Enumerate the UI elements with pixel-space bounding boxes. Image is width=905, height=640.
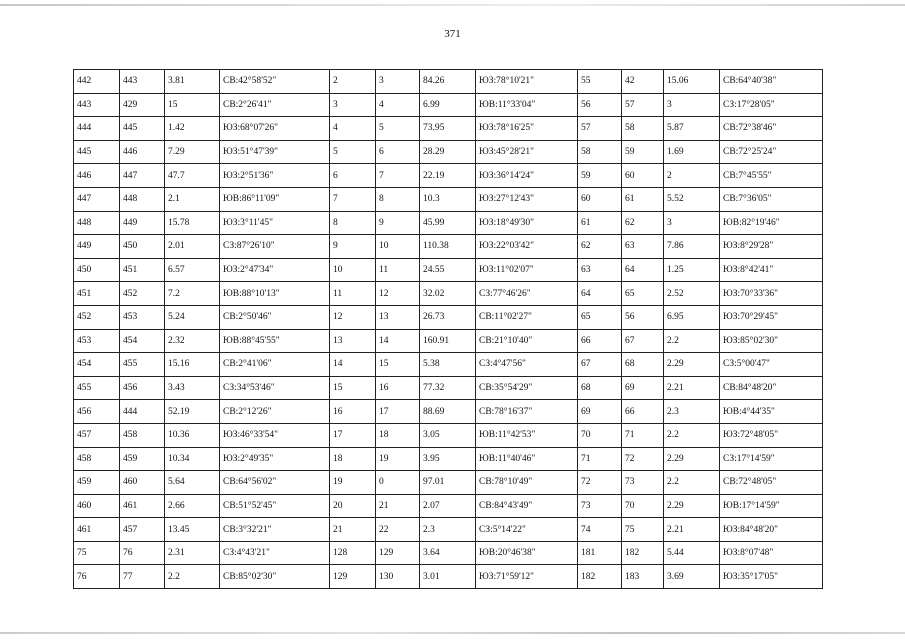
cell-group1-distance: 2.1: [165, 187, 220, 211]
cell-group3-bearing: ЮЗ:8°07'48": [720, 541, 823, 565]
cell-group1-to-point: 448: [120, 187, 165, 211]
cell-group3-bearing: СВ:72°48'05": [720, 471, 823, 495]
cell-group1-to-point: 444: [120, 400, 165, 424]
cell-group2-distance: 110.38: [420, 235, 476, 259]
cell-group1-bearing: ЮЗ:2°49'35": [220, 447, 330, 471]
table-row: [74, 447, 823, 471]
cell-group3-bearing: ЮЗ:84°48'20": [720, 518, 823, 542]
cell-group3-to-point: 72: [622, 447, 664, 471]
cell-group2-to-point: 16: [376, 376, 420, 400]
cell-group3-bearing: ЮЗ:72°48'05": [720, 423, 823, 447]
cell-group1-distance: 2.66: [165, 494, 220, 518]
cell-group3-distance: 2.2: [664, 423, 720, 447]
scan-edge-bottom: [0, 632, 905, 634]
cell-group1-to-point: 453: [120, 305, 165, 329]
cell-group3-distance: 3.69: [664, 565, 720, 589]
cell-group3-distance: 5.44: [664, 541, 720, 565]
cell-group1-to-point: 455: [120, 353, 165, 377]
cell-group1-bearing: СВ:2°41'06": [220, 353, 330, 377]
table-row: [74, 140, 823, 164]
cell-group2-distance: 10.3: [420, 187, 476, 211]
cell-group1-distance: 1.42: [165, 117, 220, 141]
cell-group1-from-point: 452: [74, 305, 120, 329]
cell-group2-bearing: ЮВ:11°33'04": [476, 93, 578, 117]
table-row: [74, 93, 823, 117]
cell-group2-bearing: СВ:11°02'27": [476, 305, 578, 329]
cell-group2-distance: 3.05: [420, 423, 476, 447]
cell-group1-distance: 10.36: [165, 423, 220, 447]
cell-group3-distance: 2.29: [664, 447, 720, 471]
table-row: [74, 258, 823, 282]
page-number: 371: [444, 28, 461, 40]
cell-group2-from-point: 14: [330, 353, 376, 377]
cell-group2-bearing: ЮЗ:27°12'43": [476, 187, 578, 211]
cell-group2-distance: 45.99: [420, 211, 476, 235]
cell-group2-from-point: 7: [330, 187, 376, 211]
cell-group3-bearing: ЮВ:17°14'59": [720, 494, 823, 518]
cell-group1-to-point: 450: [120, 235, 165, 259]
cell-group2-distance: 97.01: [420, 471, 476, 495]
cell-group1-bearing: СВ:2°12'26": [220, 400, 330, 424]
cell-group2-to-point: 0: [376, 471, 420, 495]
cell-group2-distance: 160.91: [420, 329, 476, 353]
cell-group3-bearing: СВ:7°45'55": [720, 164, 823, 188]
cell-group1-to-point: 451: [120, 258, 165, 282]
cell-group2-from-point: 4: [330, 117, 376, 141]
cell-group1-from-point: 442: [74, 70, 120, 94]
cell-group1-distance: 7.2: [165, 282, 220, 306]
cell-group1-from-point: 454: [74, 353, 120, 377]
cell-group3-bearing: ЮВ:4°44'35": [720, 400, 823, 424]
cell-group2-distance: 5.38: [420, 353, 476, 377]
cell-group3-distance: 5.87: [664, 117, 720, 141]
cell-group2-from-point: 8: [330, 211, 376, 235]
cell-group2-to-point: 7: [376, 164, 420, 188]
cell-group3-to-point: 62: [622, 211, 664, 235]
cell-group2-distance: 2.3: [420, 518, 476, 542]
cell-group1-distance: 7.29: [165, 140, 220, 164]
cell-group1-distance: 2.32: [165, 329, 220, 353]
cell-group1-to-point: 447: [120, 164, 165, 188]
cell-group1-from-point: 76: [74, 565, 120, 589]
cell-group1-distance: 5.64: [165, 471, 220, 495]
cell-group3-distance: 2.21: [664, 376, 720, 400]
cell-group1-to-point: 460: [120, 471, 165, 495]
cell-group3-to-point: 182: [622, 541, 664, 565]
cell-group1-to-point: 459: [120, 447, 165, 471]
cell-group3-bearing: СЗ:17°28'05": [720, 93, 823, 117]
cell-group3-to-point: 42: [622, 70, 664, 94]
cell-group1-distance: 10.34: [165, 447, 220, 471]
table-row: [74, 423, 823, 447]
cell-group2-distance: 3.64: [420, 541, 476, 565]
cell-group3-from-point: 57: [578, 117, 622, 141]
cell-group1-from-point: 461: [74, 518, 120, 542]
cell-group2-from-point: 20: [330, 494, 376, 518]
cell-group2-distance: 2.07: [420, 494, 476, 518]
cell-group1-distance: 5.24: [165, 305, 220, 329]
coordinates-table-body: [74, 70, 823, 589]
cell-group2-from-point: 17: [330, 423, 376, 447]
cell-group3-bearing: СЗ:17°14'59": [720, 447, 823, 471]
cell-group1-from-point: 455: [74, 376, 120, 400]
cell-group1-distance: 47.7: [165, 164, 220, 188]
cell-group1-from-point: 445: [74, 140, 120, 164]
cell-group2-from-point: 10: [330, 258, 376, 282]
cell-group1-bearing: СВ:64°56'02": [220, 471, 330, 495]
cell-group2-to-point: 6: [376, 140, 420, 164]
cell-group1-to-point: 457: [120, 518, 165, 542]
table-row: [74, 541, 823, 565]
cell-group1-to-point: 452: [120, 282, 165, 306]
table-row: [74, 400, 823, 424]
cell-group1-bearing: ЮЗ:46°33'54": [220, 423, 330, 447]
cell-group2-bearing: ЮЗ:78°10'21": [476, 70, 578, 94]
cell-group3-from-point: 74: [578, 518, 622, 542]
cell-group2-distance: 3.01: [420, 565, 476, 589]
cell-group1-bearing: СВ:3°32'21": [220, 518, 330, 542]
cell-group3-to-point: 68: [622, 353, 664, 377]
cell-group3-distance: 2.52: [664, 282, 720, 306]
cell-group3-from-point: 61: [578, 211, 622, 235]
cell-group2-bearing: ЮЗ:18°49'30": [476, 211, 578, 235]
cell-group2-bearing: ЮЗ:36°14'24": [476, 164, 578, 188]
cell-group2-from-point: 12: [330, 305, 376, 329]
cell-group3-from-point: 63: [578, 258, 622, 282]
cell-group3-bearing: СВ:72°38'46": [720, 117, 823, 141]
cell-group2-from-point: 5: [330, 140, 376, 164]
cell-group3-to-point: 69: [622, 376, 664, 400]
cell-group1-to-point: 76: [120, 541, 165, 565]
cell-group3-bearing: ЮЗ:85°02'30": [720, 329, 823, 353]
cell-group1-distance: 3.81: [165, 70, 220, 94]
cell-group3-distance: 2.29: [664, 494, 720, 518]
cell-group2-to-point: 5: [376, 117, 420, 141]
cell-group3-to-point: 70: [622, 494, 664, 518]
cell-group2-from-point: 129: [330, 565, 376, 589]
cell-group3-to-point: 60: [622, 164, 664, 188]
table-row: [74, 235, 823, 259]
cell-group3-from-point: 64: [578, 282, 622, 306]
cell-group2-from-point: 16: [330, 400, 376, 424]
cell-group3-to-point: 67: [622, 329, 664, 353]
cell-group2-from-point: 19: [330, 471, 376, 495]
cell-group1-bearing: СЗ:87°26'10": [220, 235, 330, 259]
cell-group2-from-point: 21: [330, 518, 376, 542]
table-row: [74, 518, 823, 542]
cell-group1-distance: 13.45: [165, 518, 220, 542]
cell-group1-from-point: 459: [74, 471, 120, 495]
cell-group2-bearing: СЗ:5°14'22": [476, 518, 578, 542]
cell-group3-bearing: СВ:72°25'24": [720, 140, 823, 164]
cell-group3-distance: 7.86: [664, 235, 720, 259]
cell-group2-to-point: 21: [376, 494, 420, 518]
table-row: [74, 353, 823, 377]
cell-group1-bearing: ЮЗ:68°07'26": [220, 117, 330, 141]
cell-group2-distance: 77.32: [420, 376, 476, 400]
cell-group1-to-point: 77: [120, 565, 165, 589]
cell-group2-bearing: ЮЗ:45°28'21": [476, 140, 578, 164]
cell-group3-from-point: 56: [578, 93, 622, 117]
cell-group2-bearing: ЮЗ:11°02'07": [476, 258, 578, 282]
cell-group2-from-point: 15: [330, 376, 376, 400]
cell-group2-bearing: СВ:84°43'49": [476, 494, 578, 518]
cell-group3-to-point: 63: [622, 235, 664, 259]
cell-group1-bearing: ЮЗ:2°47'34": [220, 258, 330, 282]
cell-group1-bearing: ЮВ:88°45'55": [220, 329, 330, 353]
cell-group3-from-point: 66: [578, 329, 622, 353]
cell-group3-from-point: 69: [578, 400, 622, 424]
cell-group1-from-point: 443: [74, 93, 120, 117]
cell-group2-bearing: ЮЗ:22°03'42": [476, 235, 578, 259]
cell-group2-from-point: 18: [330, 447, 376, 471]
cell-group3-distance: 3: [664, 93, 720, 117]
cell-group1-bearing: ЮВ:88°10'13": [220, 282, 330, 306]
cell-group3-distance: 2.21: [664, 518, 720, 542]
cell-group3-to-point: 59: [622, 140, 664, 164]
cell-group1-distance: 15.78: [165, 211, 220, 235]
cell-group2-distance: 32.02: [420, 282, 476, 306]
cell-group1-from-point: 457: [74, 423, 120, 447]
cell-group1-from-point: 449: [74, 235, 120, 259]
cell-group2-from-point: 9: [330, 235, 376, 259]
table-row: [74, 282, 823, 306]
cell-group3-bearing: СВ:7°36'05": [720, 187, 823, 211]
cell-group1-from-point: 450: [74, 258, 120, 282]
cell-group2-to-point: 13: [376, 305, 420, 329]
cell-group3-distance: 2.2: [664, 329, 720, 353]
cell-group1-bearing: ЮВ:86°11'09": [220, 187, 330, 211]
cell-group1-from-point: 456: [74, 400, 120, 424]
cell-group3-bearing: СВ:84°48'20": [720, 376, 823, 400]
cell-group3-to-point: 73: [622, 471, 664, 495]
cell-group2-distance: 6.99: [420, 93, 476, 117]
cell-group1-bearing: СЗ:4°43'21": [220, 541, 330, 565]
cell-group3-to-point: 56: [622, 305, 664, 329]
cell-group2-bearing: ЮВ:20°46'38": [476, 541, 578, 565]
cell-group2-from-point: 3: [330, 93, 376, 117]
cell-group3-bearing: ЮЗ:8°29'28": [720, 235, 823, 259]
cell-group3-distance: 6.95: [664, 305, 720, 329]
cell-group3-from-point: 55: [578, 70, 622, 94]
cell-group1-bearing: ЮЗ:51°47'39": [220, 140, 330, 164]
cell-group3-to-point: 64: [622, 258, 664, 282]
cell-group2-bearing: ЮВ:11°40'46": [476, 447, 578, 471]
table-row: [74, 376, 823, 400]
cell-group3-from-point: 71: [578, 447, 622, 471]
cell-group1-bearing: СВ:2°26'41": [220, 93, 330, 117]
cell-group1-distance: 2.31: [165, 541, 220, 565]
cell-group2-from-point: 13: [330, 329, 376, 353]
cell-group3-to-point: 57: [622, 93, 664, 117]
table-row: [74, 494, 823, 518]
cell-group3-bearing: ЮЗ:70°29'45": [720, 305, 823, 329]
cell-group1-bearing: СВ:42°58'52": [220, 70, 330, 94]
cell-group2-distance: 24.55: [420, 258, 476, 282]
cell-group1-from-point: 446: [74, 164, 120, 188]
cell-group2-to-point: 14: [376, 329, 420, 353]
table-row: [74, 117, 823, 141]
cell-group3-from-point: 182: [578, 565, 622, 589]
cell-group3-from-point: 68: [578, 376, 622, 400]
cell-group1-bearing: СВ:85°02'30": [220, 565, 330, 589]
cell-group1-to-point: 449: [120, 211, 165, 235]
cell-group2-bearing: ЮЗ:71°59'12": [476, 565, 578, 589]
cell-group2-bearing: ЮЗ:78°16'25": [476, 117, 578, 141]
cell-group2-distance: 26.73: [420, 305, 476, 329]
cell-group2-bearing: СВ:78°16'37": [476, 400, 578, 424]
cell-group3-distance: 2.29: [664, 353, 720, 377]
cell-group3-from-point: 65: [578, 305, 622, 329]
table-row: [74, 70, 823, 94]
cell-group2-distance: 28.29: [420, 140, 476, 164]
cell-group2-from-point: 2: [330, 70, 376, 94]
cell-group3-from-point: 70: [578, 423, 622, 447]
cell-group3-to-point: 61: [622, 187, 664, 211]
cell-group3-bearing: ЮЗ:35°17'05": [720, 565, 823, 589]
cell-group3-distance: 2: [664, 164, 720, 188]
cell-group2-to-point: 129: [376, 541, 420, 565]
cell-group1-from-point: 75: [74, 541, 120, 565]
cell-group1-bearing: СВ:2°50'46": [220, 305, 330, 329]
table-row: [74, 164, 823, 188]
cell-group1-distance: 15.16: [165, 353, 220, 377]
cell-group2-distance: 22.19: [420, 164, 476, 188]
cell-group2-to-point: 12: [376, 282, 420, 306]
cell-group2-distance: 3.95: [420, 447, 476, 471]
cell-group1-to-point: 446: [120, 140, 165, 164]
cell-group2-bearing: СЗ:4°47'56": [476, 353, 578, 377]
cell-group2-distance: 84.26: [420, 70, 476, 94]
cell-group3-to-point: 66: [622, 400, 664, 424]
cell-group3-distance: 3: [664, 211, 720, 235]
cell-group2-to-point: 4: [376, 93, 420, 117]
cell-group2-bearing: СВ:78°10'49": [476, 471, 578, 495]
cell-group3-distance: 2.3: [664, 400, 720, 424]
cell-group2-bearing: СВ:21°10'40": [476, 329, 578, 353]
table-row: [74, 329, 823, 353]
cell-group1-bearing: ЮЗ:3°11'45": [220, 211, 330, 235]
cell-group1-from-point: 447: [74, 187, 120, 211]
cell-group3-bearing: ЮЗ:70°33'36": [720, 282, 823, 306]
cell-group3-bearing: СЗ:5°00'47": [720, 353, 823, 377]
cell-group1-from-point: 453: [74, 329, 120, 353]
cell-group3-distance: 2.2: [664, 471, 720, 495]
cell-group3-from-point: 72: [578, 471, 622, 495]
cell-group2-distance: 88.69: [420, 400, 476, 424]
cell-group3-distance: 15.06: [664, 70, 720, 94]
cell-group3-bearing: ЮЗ:8°42'41": [720, 258, 823, 282]
cell-group3-from-point: 58: [578, 140, 622, 164]
cell-group3-distance: 1.25: [664, 258, 720, 282]
cell-group1-bearing: СВ:51°52'45": [220, 494, 330, 518]
cell-group2-bearing: СЗ:77°46'26": [476, 282, 578, 306]
cell-group1-from-point: 444: [74, 117, 120, 141]
cell-group2-to-point: 8: [376, 187, 420, 211]
cell-group2-to-point: 15: [376, 353, 420, 377]
table-row: [74, 211, 823, 235]
cell-group1-to-point: 454: [120, 329, 165, 353]
cell-group2-bearing: СВ:35°54'29": [476, 376, 578, 400]
table-row: [74, 187, 823, 211]
cell-group3-to-point: 71: [622, 423, 664, 447]
cell-group2-from-point: 6: [330, 164, 376, 188]
cell-group2-to-point: 130: [376, 565, 420, 589]
cell-group3-distance: 1.69: [664, 140, 720, 164]
cell-group2-to-point: 19: [376, 447, 420, 471]
cell-group2-to-point: 11: [376, 258, 420, 282]
cell-group1-from-point: 451: [74, 282, 120, 306]
cell-group3-from-point: 60: [578, 187, 622, 211]
table-row: [74, 471, 823, 495]
cell-group1-distance: 52.19: [165, 400, 220, 424]
cell-group3-bearing: ЮВ:82°19'46": [720, 211, 823, 235]
cell-group1-distance: 2.2: [165, 565, 220, 589]
cell-group1-to-point: 458: [120, 423, 165, 447]
cell-group3-from-point: 67: [578, 353, 622, 377]
cell-group1-to-point: 456: [120, 376, 165, 400]
coordinates-table: [73, 69, 823, 589]
cell-group2-to-point: 10: [376, 235, 420, 259]
cell-group2-to-point: 3: [376, 70, 420, 94]
cell-group3-to-point: 58: [622, 117, 664, 141]
cell-group2-to-point: 9: [376, 211, 420, 235]
cell-group2-from-point: 128: [330, 541, 376, 565]
cell-group1-from-point: 458: [74, 447, 120, 471]
cell-group3-to-point: 65: [622, 282, 664, 306]
cell-group2-bearing: ЮВ:11°42'53": [476, 423, 578, 447]
cell-group3-distance: 5.52: [664, 187, 720, 211]
cell-group2-to-point: 18: [376, 423, 420, 447]
cell-group3-bearing: СВ:64°40'38": [720, 70, 823, 94]
table-row: [74, 305, 823, 329]
cell-group3-from-point: 73: [578, 494, 622, 518]
cell-group1-to-point: 445: [120, 117, 165, 141]
cell-group1-bearing: СЗ:34°53'46": [220, 376, 330, 400]
cell-group1-distance: 6.57: [165, 258, 220, 282]
cell-group1-bearing: ЮЗ:2°51'36": [220, 164, 330, 188]
table-row: [74, 565, 823, 589]
cell-group3-to-point: 75: [622, 518, 664, 542]
cell-group1-distance: 3.43: [165, 376, 220, 400]
cell-group1-distance: 2.01: [165, 235, 220, 259]
cell-group1-distance: 15: [165, 93, 220, 117]
cell-group1-to-point: 429: [120, 93, 165, 117]
cell-group2-to-point: 17: [376, 400, 420, 424]
cell-group1-from-point: 448: [74, 211, 120, 235]
scan-edge-top: [0, 4, 905, 6]
cell-group3-from-point: 181: [578, 541, 622, 565]
cell-group2-from-point: 11: [330, 282, 376, 306]
cell-group3-from-point: 59: [578, 164, 622, 188]
cell-group2-distance: 73.95: [420, 117, 476, 141]
cell-group1-to-point: 461: [120, 494, 165, 518]
cell-group1-from-point: 460: [74, 494, 120, 518]
cell-group3-to-point: 183: [622, 565, 664, 589]
cell-group1-to-point: 443: [120, 70, 165, 94]
cell-group3-from-point: 62: [578, 235, 622, 259]
cell-group2-to-point: 22: [376, 518, 420, 542]
